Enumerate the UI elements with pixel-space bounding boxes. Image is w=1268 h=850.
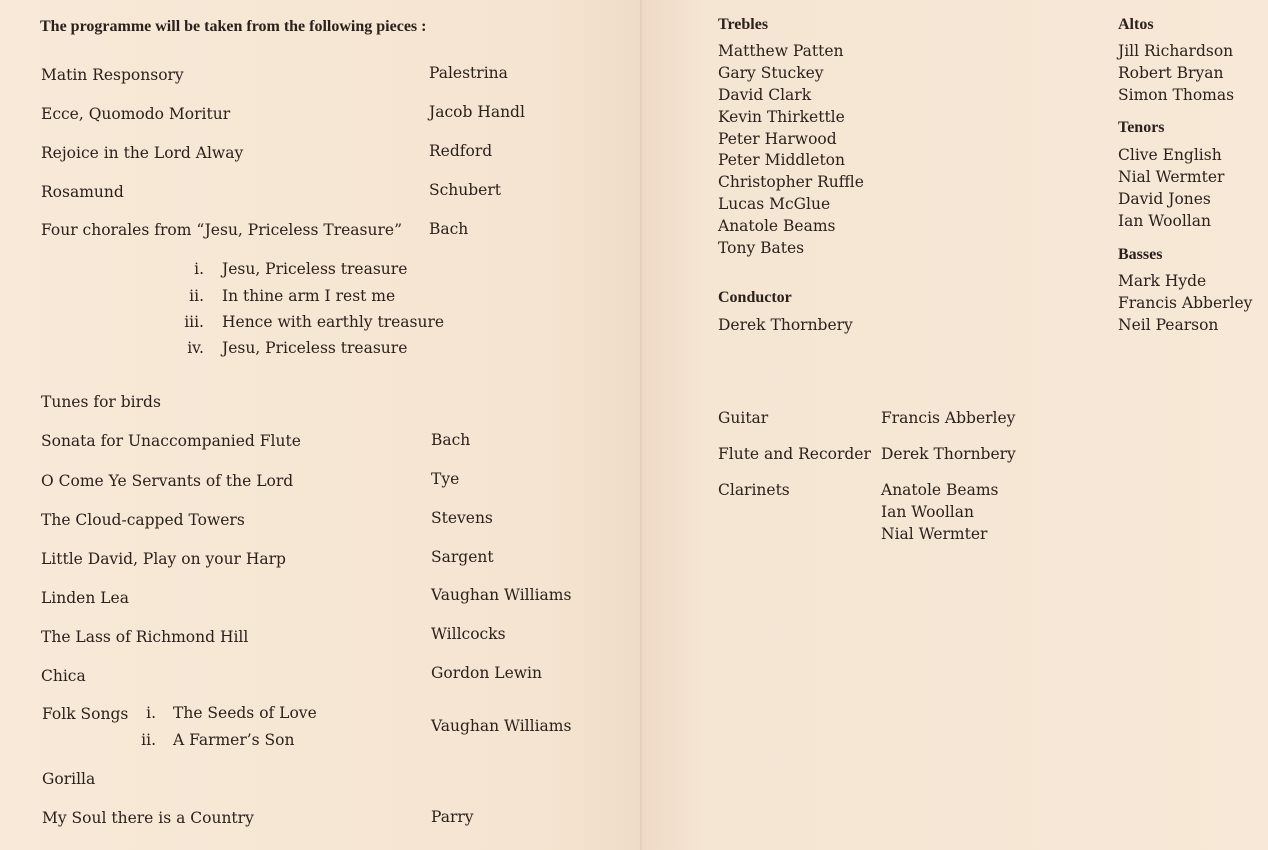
instrument-label: Flute and Recorder <box>718 445 871 463</box>
folk-song-number: ii. <box>141 731 156 749</box>
treble-name: Lucas McGlue <box>718 195 831 213</box>
instrument-player: Francis Abberley <box>881 409 1016 427</box>
piece-composer: Palestrina <box>429 64 508 82</box>
piece-title: Four chorales from “Jesu, Priceless Treasure” <box>41 221 402 239</box>
tenors-heading: Tenors <box>1118 119 1165 136</box>
treble-name: Gary Stuckey <box>718 64 824 82</box>
piece-title: Folk Songs <box>42 705 129 723</box>
basses-heading: Basses <box>1118 246 1163 263</box>
tenor-name: Ian Woollan <box>1118 212 1211 230</box>
piece-composer: Tye <box>431 470 460 488</box>
chorale-title: Hence with earthly treasure <box>222 313 445 331</box>
alto-name: Simon Thomas <box>1118 86 1235 104</box>
chorale-title: Jesu, Priceless treasure <box>222 260 408 278</box>
tenor-name: David Jones <box>1118 190 1211 208</box>
chorale-number: ii. <box>189 287 204 305</box>
treble-name: Tony Bates <box>718 239 805 257</box>
piece-title: Sonata for Unaccompanied Flute <box>41 432 301 450</box>
treble-name: Peter Middleton <box>718 151 845 169</box>
piece-title: Tunes for birds <box>41 393 161 411</box>
treble-name: Kevin Thirkettle <box>718 108 845 126</box>
bass-name: Neil Pearson <box>1118 316 1219 334</box>
chorale-number: iv. <box>187 339 204 357</box>
piece-title: Ecce, Quomodo Moritur <box>41 105 231 123</box>
altos-heading: Altos <box>1118 16 1154 33</box>
instrument-player: Derek Thornbery <box>881 445 1016 463</box>
chorale-title: Jesu, Priceless treasure <box>222 339 408 357</box>
treble-name: Peter Harwood <box>718 130 837 148</box>
piece-composer: Redford <box>429 142 493 160</box>
piece-title: Rosamund <box>41 183 124 201</box>
piece-title: The Cloud-capped Towers <box>41 511 245 529</box>
piece-composer: Parry <box>431 808 474 826</box>
piece-title: Rejoice in the Lord Alway <box>41 144 244 162</box>
piece-title: Little David, Play on your Harp <box>41 550 286 568</box>
instrument-player: Ian Woollan <box>881 503 974 521</box>
folk-song-number: i. <box>146 704 156 722</box>
piece-composer: Vaughan Williams <box>431 717 572 735</box>
piece-composer: Sargent <box>431 548 494 566</box>
piece-composer: Gordon Lewin <box>431 664 542 682</box>
bass-name: Mark Hyde <box>1118 272 1207 290</box>
tenor-name: Clive English <box>1118 146 1222 164</box>
alto-name: Jill Richardson <box>1118 42 1234 60</box>
instrument-label: Guitar <box>718 409 769 427</box>
piece-composer: Bach <box>429 220 469 238</box>
programme-heading: The programme will be taken from the following pieces : <box>40 18 427 35</box>
alto-name: Robert Bryan <box>1118 64 1224 82</box>
treble-name: Matthew Patten <box>718 42 844 60</box>
instrument-player: Nial Wermter <box>881 525 988 543</box>
folk-song-title: The Seeds of Love <box>173 704 317 722</box>
bass-name: Francis Abberley <box>1118 294 1253 312</box>
piece-title: Matin Responsory <box>41 66 184 84</box>
piece-composer: Bach <box>431 431 471 449</box>
piece-composer: Willcocks <box>431 625 506 643</box>
chorale-number: i. <box>194 260 204 278</box>
treble-name: Christopher Ruffle <box>718 173 864 191</box>
chorale-number: iii. <box>184 313 204 331</box>
tenor-name: Nial Wermter <box>1118 168 1225 186</box>
conductor-name: Derek Thornbery <box>718 316 853 334</box>
piece-composer: Schubert <box>429 181 501 199</box>
piece-composer: Stevens <box>431 509 493 527</box>
piece-title: Gorilla <box>42 770 96 788</box>
piece-composer: Jacob Handl <box>429 103 525 121</box>
piece-composer: Vaughan Williams <box>431 586 572 604</box>
treble-name: David Clark <box>718 86 812 104</box>
folk-song-title: A Farmer’s Son <box>173 731 295 749</box>
instrument-label: Clarinets <box>718 481 790 499</box>
piece-title: Chica <box>41 667 86 685</box>
page-fold <box>640 0 642 850</box>
conductor-heading: Conductor <box>718 289 792 306</box>
piece-title: My Soul there is a Country <box>42 809 254 827</box>
piece-title: The Lass of Richmond Hill <box>41 628 249 646</box>
treble-name: Anatole Beams <box>718 217 836 235</box>
instrument-player: Anatole Beams <box>881 481 999 499</box>
trebles-heading: Trebles <box>718 16 769 33</box>
piece-title: O Come Ye Servants of the Lord <box>41 472 294 490</box>
piece-title: Linden Lea <box>41 589 129 607</box>
chorale-title: In thine arm I rest me <box>222 287 396 305</box>
